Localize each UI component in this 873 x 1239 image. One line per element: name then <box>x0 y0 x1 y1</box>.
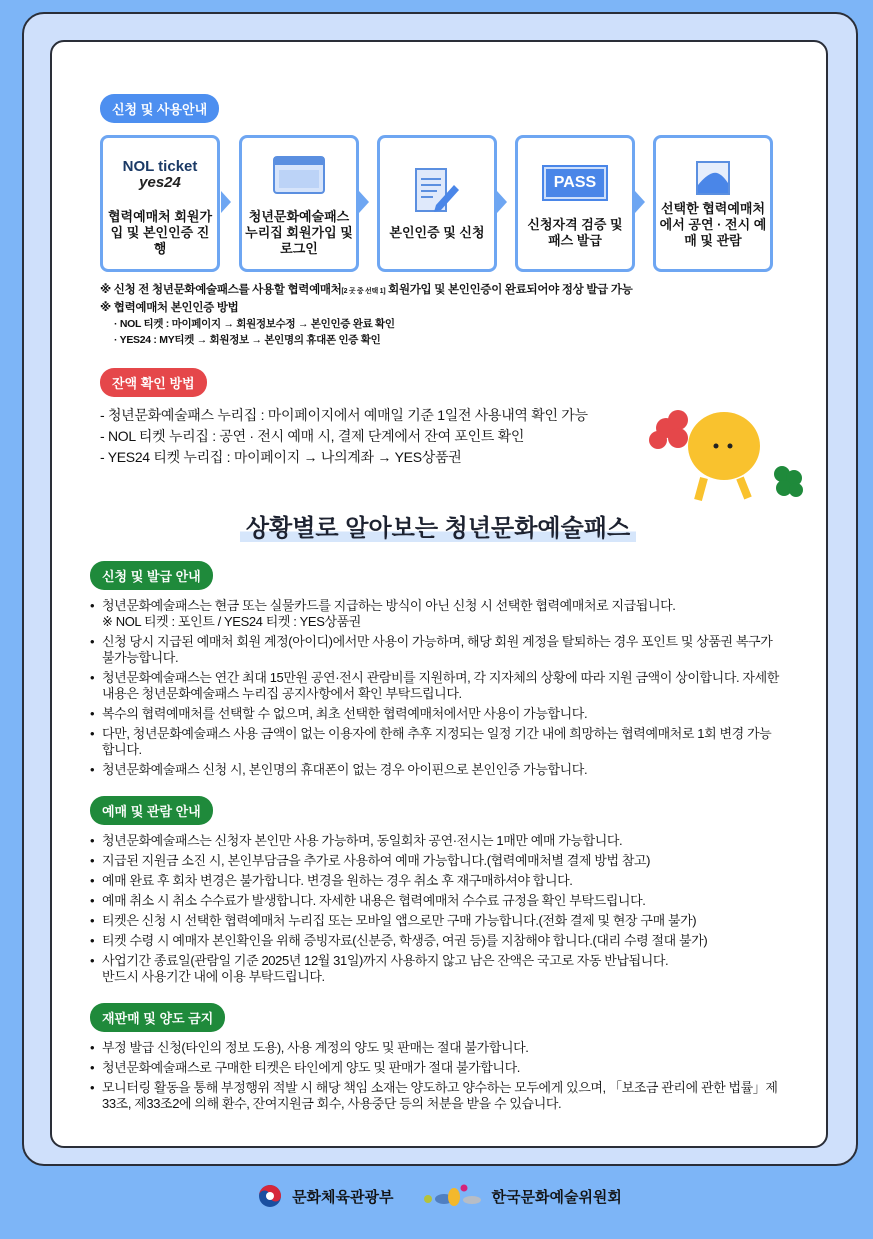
step-1 <box>100 135 220 272</box>
page-title <box>90 508 786 543</box>
step-label: 신청자격 검증 및 패스 발급 <box>527 216 623 248</box>
ministry-emblem-icon <box>258 1184 282 1208</box>
ministry-name: 문화체육관광부 <box>292 1188 394 1206</box>
partner-logos <box>123 151 198 199</box>
guide-notes <box>100 282 786 348</box>
browser-window-icon <box>273 151 325 199</box>
balance-item: - YES24 티켓 누리집 : 마이페이지 → 나의계좌 → YES상품권 <box>100 449 462 465</box>
note: ※ 협력예매처 본인인증 방법 <box>100 302 239 314</box>
note: ※ 신청 전 청년문화예술패스를 사용할 협력예매처 <box>100 284 342 296</box>
step-2 <box>239 135 359 272</box>
content-panel <box>50 40 828 1148</box>
step-5 <box>653 135 773 272</box>
step-label: 본인인증 및 신청 <box>389 224 485 240</box>
list-item: • 청년문화예술패스 신청 시, 본인명의 휴대폰이 없는 경우 아이핀으로 본인인증 가능합니다. <box>90 762 780 778</box>
arrow-icon <box>359 191 369 213</box>
mascot-illustration <box>644 398 814 508</box>
section-badge: 예매 및 관람 안내 <box>90 796 213 825</box>
guide-badge: 신청 및 사용안내 <box>100 94 219 123</box>
list-item: • 청년문화예술패스로 구매한 티켓은 타인에게 양도 및 판매가 절대 불가합니다. <box>90 1060 780 1076</box>
arrow-icon <box>221 191 231 213</box>
note: · NOL 티켓 : 마이페이지 → 회원정보수정 → 본인인증 완료 확인 <box>114 318 395 330</box>
title-text: 상황별로 알아보는 청년문화예술패스 <box>240 515 636 542</box>
section-resale <box>90 1003 786 1112</box>
step-4 <box>515 135 635 272</box>
list-item: • 티켓은 신청 시 선택한 협력예매처 누리집 또는 모바일 앱으로만 구매 가능합니다.(전화 결제 및 현장 구매 불가) <box>90 913 780 929</box>
list-item: • 티켓 수령 시 예매자 본인확인을 위해 증빙자료(신분증, 학생증, 여권 등)를 지참해야 합니다.(대리 수령 절대 불가) <box>90 933 780 949</box>
footer-logos <box>22 1166 858 1222</box>
step-label: 선택한 협력예매처에서 공연 · 전시 예매 및 관람 <box>659 200 767 248</box>
list-item: • 부정 발급 신청(타인의 정보 도용), 사용 계정의 양도 및 판매는 절대 불가합니다. <box>90 1040 780 1056</box>
arrow-icon <box>635 191 645 213</box>
pass-text: PASS <box>544 167 606 199</box>
list-item: • 사업기간 종료일(관람일 기준 2025년 12월 31일)까지 사용하지 않고 남은 잔액은 국고로 자동 반납됩니다. 반드시 사용기간 내에 이용 부탁드립니다. <box>90 953 780 985</box>
yes24-logo: yes24 <box>139 173 181 191</box>
section-list <box>90 598 780 778</box>
list-item: • 복수의 협력예매처를 선택할 수 없으며, 최초 선택한 협력예매처에서만 사용이 가능합니다. <box>90 706 780 722</box>
list-item: • 청년문화예술패스는 연간 최대 15만원 공연·전시 관람비를 지원하며, 각 지자체의 상황에 따라 지원 금액이 상이합니다. 자세한 내용은 청년문화예술패스 누리집 공지사항에서 확인 부탁드립니다. <box>90 670 780 702</box>
step-label: 청년문화예술패스 누리집 회원가입 및 로그인 <box>245 208 353 256</box>
nol-logo: NOL ticket <box>122 157 198 175</box>
balance-section <box>100 368 786 468</box>
document-pen-icon <box>412 167 462 215</box>
list-item: • 예매 취소 시 취소 수수료가 발생합니다. 자세한 내용은 협력예매처 수수료 규정을 확인 부탁드립니다. <box>90 893 780 909</box>
list-item: • 신청 당시 지급된 예매처 회원 계정(아이디)에서만 사용이 가능하며, 해당 회원 계정을 탈퇴하는 경우 포인트 및 상품권 복구가 불가능합니다. <box>90 634 780 666</box>
council-name: 한국문화예술위원회 <box>491 1188 622 1206</box>
section-booking <box>90 796 786 985</box>
list-item: • 모니터링 활동을 통해 부정행위 적발 시 해당 책임 소재는 양도하고 양수하는 모두에게 있으며, 「보조금 관리에 관한 법률」제33조, 제33조2에 의해 환수, 잔여지원금 회수, 사용중단 등의 처분을 받을 수 있습니다. <box>90 1080 780 1112</box>
list-item: • 예매 완료 후 회차 변경은 불가합니다. 변경을 원하는 경우 취소 후 재구매하셔야 합니다. <box>90 873 780 889</box>
step-label: 협력예매처 회원가입 및 본인인증 진행 <box>107 208 213 256</box>
balance-list <box>100 405 640 468</box>
arrow-icon <box>497 191 507 213</box>
section-badge: 재판매 및 양도 금지 <box>90 1003 225 1032</box>
list-item: • 청년문화예술패스는 현금 또는 실물카드를 지급하는 방식이 아닌 신청 시 선택한 협력예매처로 지급됩니다. ※ NOL 티켓 : 포인트 / YES24 티켓 : YES상품권 <box>90 598 780 630</box>
note-small: [2 곳 중 선택 1] <box>341 288 386 295</box>
balance-badge: 잔액 확인 방법 <box>100 368 207 397</box>
outer-frame <box>22 12 858 1166</box>
step-3 <box>377 135 497 272</box>
note: · YES24 : MY티켓 → 회원정보 → 본인명의 휴대폰 인증 확인 <box>114 334 381 346</box>
pass-card-icon <box>544 159 606 207</box>
section-issuance <box>90 561 786 778</box>
list-item: • 지급된 지원금 소진 시, 본인부담금을 추가로 사용하여 예매 가능합니다.(협력예매처별 결제 방법 참고) <box>90 853 780 869</box>
balance-item: - 청년문화예술패스 누리집 : 마이페이지에서 예매일 기준 1일전 사용내역 확인 가능 <box>100 407 588 423</box>
section-list <box>90 833 780 985</box>
balance-item: - NOL 티켓 누리집 : 공연 · 전시 예매 시, 결제 단계에서 잔여 포인트 확인 <box>100 428 525 444</box>
section-badge: 신청 및 발급 안내 <box>90 561 213 590</box>
section-list <box>90 1040 780 1112</box>
council-logo-icon <box>422 1184 482 1208</box>
list-item: • 다만, 청년문화예술패스 사용 금액이 없는 이용자에 한해 추후 지정되는 일정 기간 내에 희망하는 협력예매처로 1회 변경 가능합니다. <box>90 726 780 758</box>
picture-icon <box>696 159 730 197</box>
steps-row <box>100 135 786 272</box>
list-item: • 청년문화예술패스는 신청자 본인만 사용 가능하며, 동일회차 공연·전시는 1매만 예매 가능합니다. <box>90 833 780 849</box>
note: 회원가입 및 본인인증이 완료되어야 정상 발급 가능 <box>385 284 633 296</box>
